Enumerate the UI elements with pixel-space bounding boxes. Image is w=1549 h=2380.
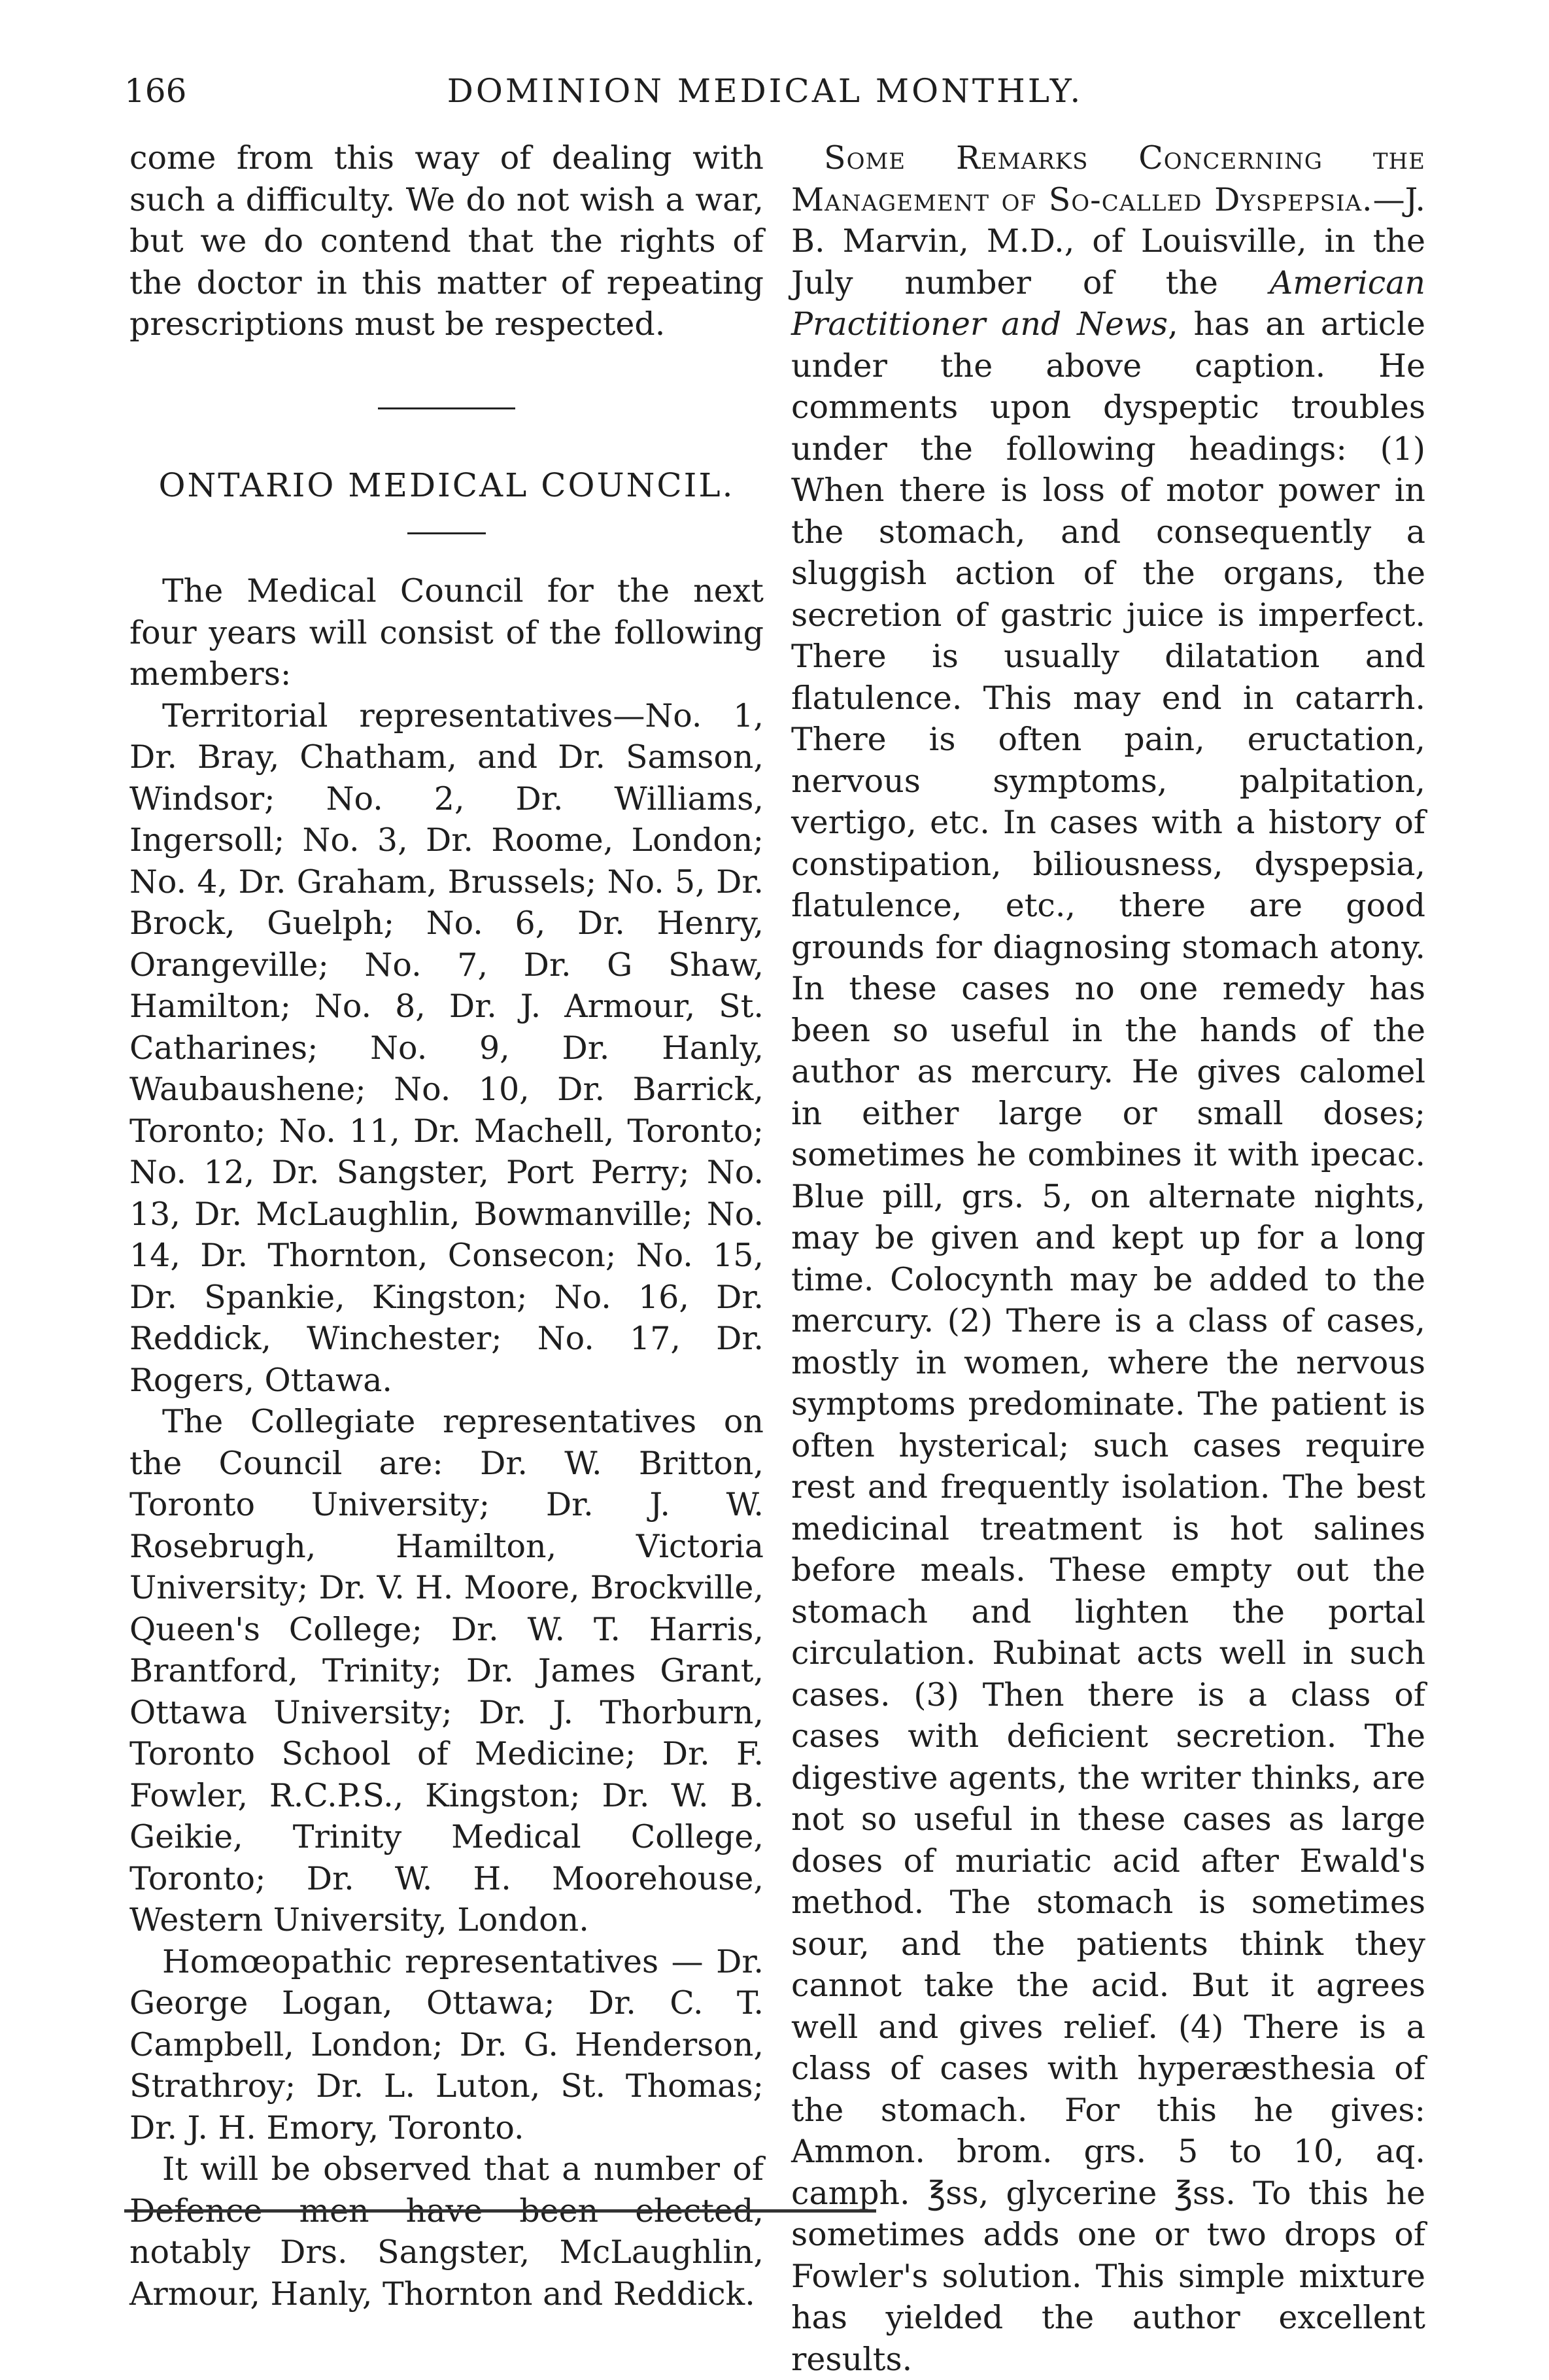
left-column	[129, 137, 764, 2315]
collegiate-representatives-paragraph: The Collegiate representatives on the Council are: Dr. W. Britton, Toronto University; Dr. J. W. Rosebrugh, Hamilton, Victoria University; Dr. V. H. Moore, Brockville, Queen's College; Dr. W. T. Harris, Brantford, Trinity; Dr. James Grant, Ottawa University; Dr. J. Thorburn, Toronto School of Medicine; Dr. F. Fowler, R.C.P.S., Kingston; Dr. W. B. Geikie, Trinity Medical College, Toronto; Dr. W. H. Moorehouse, Western University, London.	[129, 1403, 764, 1939]
page-number: 166	[124, 72, 187, 110]
dyspepsia-article-paragraph	[791, 137, 1425, 2380]
council-intro-paragraph: The Medical Council for the next four years will consist of the following members:	[129, 572, 764, 693]
section-title: ONTARIO MEDICAL COUNCIL.	[158, 466, 735, 504]
territorial-representatives-paragraph: Territorial representatives—No. 1, Dr. Bray, Chatham, and Dr. Samson, Windsor; No. 2, Dr. Williams, Ingersoll; No. 3, Dr. Roome, London; No. 4, Dr. Graham, Brussels; No. 5, Dr. Brock, Guelph; No. 6, Dr. Henry, Orangeville; No. 7, Dr. G Shaw, Hamilton; No. 8, Dr. J. Armour, St. Catharines; No. 9, Dr. Hanly, Waubaushene; No. 10, Dr. Barrick, Toronto; No. 11, Dr. Machell, Toronto; No. 12, Dr. Sangster, Port Perry; No. 13, Dr. McLaughlin, Bowmanville; No. 14, Dr. Thornton, Consecon; No. 15, Dr. Spankie, Kingston; No. 16, Dr. Reddick, Winchester; No. 17, Dr. Rogers, Ottawa.	[129, 697, 764, 1399]
homoeopathic-representatives-paragraph: Homœopathic representatives — Dr. George Logan, Ottawa; Dr. C. T. Campbell, London; Dr. G. Henderson, Strathroy; Dr. L. Luton, St. Thomas; Dr. J. H. Emory, Toronto.	[129, 1942, 764, 2147]
section-divider	[378, 407, 515, 409]
page-header	[124, 72, 1406, 131]
article-body-text: , has an article under the above caption. He comments upon dyspeptic troubles under the following headings: (1) When there is loss of motor power in the stomach, and consequently a sluggish action of the organs, the secretion of gastric juice is imperfect. There is usually dilatation and flatulence. This may end in catarrh. There is often pain, eructation, nervous symptoms, palpitation, vertigo, etc. In cases with a history of constipation, biliousness, dyspepsia, flatulence, etc., there are good grounds for diagnosing stomach atony. In these cases no one remedy has been so useful in the hands of the author as mercury. He gives calomel in either large or small doses; sometimes he combines it with ipecac. Blue pill, grs. 5, on alternate nights, may be given and kept up for a long time. Colocynth may be added to the mercury. (2) There is a class of cases, mostly in women, where the nervous symptoms predominate. The patient is often hysterical; such cases require rest and frequently isolation. The best medicinal treatment is hot salines before meals. These empty out the stomach and lighten the portal circulation. Rubinat acts well in such cases. (3) Then there is a class of cases with deficient secretion. The digestive agents, the writer thinks, are not so useful in these cases as large doses of muriatic acid after Ewald's method. The stomach is sometimes sour, and the patients think they cannot take the acid. But it agrees well and gives relief. (4) There is a class of cases with hyperæsthesia of the stomach. For this he gives: Ammon. brom. grs. 5 to 10, aq. camph. ℥ss, glycerine ℥ss. To this he sometimes adds one or two drops of Fowler's solution. This simple mixture has yielded the author excellent results.	[791, 305, 1425, 2378]
article-heading: Some Remarks Concerning the Management of So-called Dyspepsia.	[791, 139, 1425, 218]
running-title: DOMINION MEDICAL MONTHLY.	[447, 72, 1083, 110]
defence-men-paragraph: It will be observed that a number of Defence men have been elected, notably Drs. Sangster, McLaughlin, Armour, Hanly, Thornton and Reddick.	[129, 2150, 764, 2313]
right-column	[791, 137, 1425, 2380]
footer-rule	[124, 2209, 876, 2213]
journal-title: American Practitioner and News	[791, 264, 1425, 343]
title-underline	[407, 532, 486, 534]
continued-paragraph: come from this way of dealing with such a difficulty. We do not wish a war, but we do contend that the rights of the doctor in this matter of repeating prescriptions must be respected.	[129, 139, 764, 343]
article-lead-text: —J. B. Marvin, M.D., of Louisville, in the July number of the	[791, 181, 1425, 302]
